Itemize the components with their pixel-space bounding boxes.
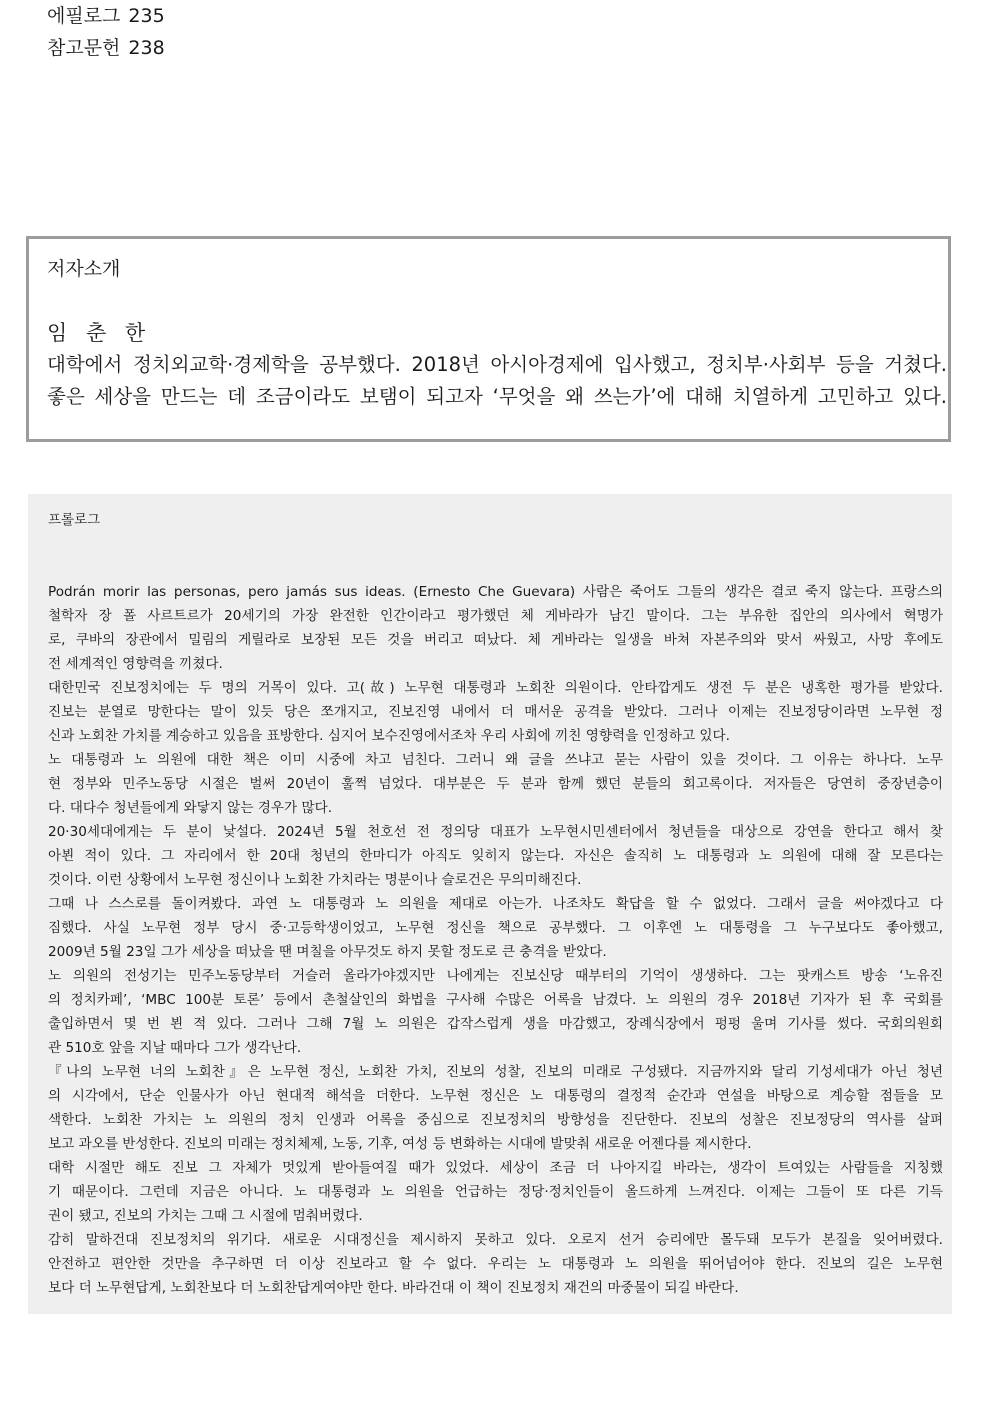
prologue-line: 관 510호 앞을 지날 때마다 그가 생각난다. [48, 1040, 302, 1056]
prologue-line: 기 때문이다. 그런데 지금은 아니다. 노 대통령과 노 의원을 언급하는 정당·정치인들이 올드하게 느껴진다. 이제는 그들이 또 다른 기득 [48, 1184, 943, 1200]
prologue-line: 노 의원의 전성기는 민주노동당부터 거슬러 올라가야겠지만 나에게는 진보신당 때부터의 기억이 생생하다. 그는 팟캐스트 방송 ‘노유진 [48, 968, 943, 984]
author-bio [47, 349, 947, 413]
prologue-line: 신과 노회찬 가치를 계승하고 있음을 표방한다. 심지어 보수진영에서조차 우리 사회에 끼친 영향력을 인정하고 있다. [48, 728, 730, 744]
prologue-line: 대학 시절만 해도 진보 그 자체가 멋있게 받아들여질 때가 있었다. 세상이 조금 더 나아지길 바라는, 생각이 트여있는 사람들을 지칭했 [48, 1160, 943, 1176]
prologue-line: 2009년 5월 23일 그가 세상을 떠났을 땐 며칠을 아무것도 하지 못할 정도로 큰 충격을 받았다. [48, 944, 607, 960]
prologue-title: 프롤로그 [48, 512, 101, 528]
prologue-section [28, 494, 952, 1314]
author-name: 임 춘 한 [47, 321, 152, 345]
prologue-line: 의 시각에서, 단순 인물사가 아닌 현대적 해석을 더한다. 노무현 정신은 노 대통령의 결정적 순간과 연설을 바탕으로 계승할 점들을 모 [48, 1088, 943, 1104]
prologue-line: 진보는 분열로 망한다는 말이 있듯 당은 쪼개지고, 진보진영 내에서 더 매서운 공격을 받았다. 그러나 이제는 진보정당이라면 노무현 정 [48, 704, 943, 720]
prologue-line: 철학자 장 폴 사르트르가 20세기의 가장 완전한 인간이라고 평가했던 체 게바라가 남긴 말이다. 그는 부유한 집안의 의사에서 혁명가 [48, 608, 943, 624]
prologue-line: 그때 나 스스로를 돌이켜봤다. 과연 노 대통령과 노 의원을 제대로 아는가. 나조차도 확답을 할 수 없었다. 그래서 글을 써야겠다고 다 [48, 896, 943, 912]
prologue-line: 보다 더 노무현답게, 노회찬보다 더 노회찬답게여야만 한다. 바라건대 이 책이 진보정치 재건의 마중물이 되길 바란다. [48, 1280, 739, 1296]
author-bio-line: 좋은 세상을 만드는 데 조금이라도 보탬이 되고자 ‘무엇을 왜 쓰는가’에 대해 치열하게 고민하고 있다. [47, 385, 947, 408]
table-of-contents [47, 0, 647, 64]
prologue-line: Podrán morir las personas, pero jamás sus ideas. (Ernesto Che Guevara) 사람은 죽어도 그들의 생각은 결코 죽지 않는다. 프랑스의 [48, 584, 943, 600]
prologue-line: 다. 대다수 청년들에게 와닿지 않는 경우가 많다. [48, 800, 333, 816]
prologue-line: 의 정치카페’, ‘MBC 100분 토론’ 등에서 촌철살인의 화법을 구사해 수많은 어록을 남겼다. 노 의원의 경우 2018년 기자가 된 후 국회를 [48, 992, 943, 1008]
prologue-line: 보고 과오를 반성한다. 진보의 미래는 정치체제, 노동, 기후, 여성 등 변화하는 시대에 발맞춰 새로운 어젠다를 제시한다. [48, 1136, 752, 1152]
prologue-line: 현 정부와 민주노동당 시절은 벌써 20년이 훌쩍 넘었다. 대부분은 두 분과 함께 했던 분들의 회고록이다. 저자들은 당연히 중장년층이 [48, 776, 943, 792]
prologue-line: 출입하면서 몇 번 뵌 적 있다. 그러나 그해 7월 노 의원은 갑작스럽게 생을 마감했고, 장례식장에서 펑펑 울며 기사를 썼다. 국회의원회 [48, 1016, 943, 1032]
toc-item-references[interactable] [47, 32, 647, 64]
toc-item-page: 235 [128, 5, 165, 27]
author-intro-box [26, 236, 951, 442]
prologue-line: 색한다. 노회찬 가치는 노 의원의 정치 인생과 어록을 중심으로 진보정치의 방향성을 진단한다. 진보의 성찰은 진보정당의 역사를 살펴 [48, 1112, 943, 1128]
prologue-line: 『나의 노무현 너의 노회찬』은 노무현 정신, 노회찬 가치, 진보의 성찰, 진보의 미래로 구성됐다. 지금까지와 달리 기성세대가 아닌 청년 [48, 1064, 943, 1080]
toc-item-title: 에필로그 [47, 5, 121, 27]
prologue-line: 로, 쿠바의 장관에서 밀림의 게릴라로 보장된 모든 것을 버리고 떠났다. 체 게바라는 일생을 바쳐 자본주의와 맞서 싸웠고, 사망 후에도 [48, 632, 943, 648]
prologue-line: 전 세계적인 영향력을 끼쳤다. [48, 656, 223, 672]
prologue-line: 아뵌 적이 있다. 그 자리에서 한 20대 청년의 한마디가 아직도 잊히지 않는다. 자신은 솔직히 노 대통령과 노 의원에 대해 잘 모른다는 [48, 848, 943, 864]
author-bio-line: 대학에서 정치외교학·경제학을 공부했다. 2018년 아시아경제에 입사했고, 정치부·사회부 등을 거쳤다. [47, 353, 947, 376]
author-intro-heading: 저자소개 [47, 258, 121, 280]
toc-item-title: 참고문헌 [47, 37, 121, 59]
prologue-body [48, 580, 943, 1300]
toc-item-page: 238 [128, 37, 165, 59]
toc-item-epilogue[interactable] [47, 0, 647, 32]
prologue-line: 노 대통령과 노 의원에 대한 책은 이미 시중에 차고 넘친다. 그러니 왜 글을 쓰냐고 묻는 사람이 있을 것이다. 그 이유는 하나다. 노무 [48, 752, 943, 768]
prologue-line: 것이다. 이런 상황에서 노무현 정신이나 노회찬 가치라는 명분이나 슬로건은 무의미해진다. [48, 872, 582, 888]
prologue-line: 감히 말하건대 진보정치의 위기다. 새로운 시대정신을 제시하지 못하고 있다. 오로지 선거 승리에만 몰두돼 모두가 본질을 잊어버렸다. [48, 1232, 943, 1248]
prologue-line: 짐했다. 사실 노무현 정부 당시 중·고등학생이었고, 노무현 정신을 책으로 공부했다. 그 이후엔 노 대통령을 그 누구보다도 좋아했고, [48, 920, 943, 936]
prologue-line: 권이 됐고, 진보의 가치는 그때 그 시절에 멈춰버렸다. [48, 1208, 363, 1224]
prologue-line: 20·30세대에게는 두 분이 낯설다. 2024년 5월 천호선 전 정의당 대표가 노무현시민센터에서 청년들을 대상으로 강연을 한다고 해서 찾 [48, 824, 943, 840]
prologue-line: 대한민국 진보정치에는 두 명의 거목이 있다. 고(故) 노무현 대통령과 노회찬 의원이다. 안타깝게도 생전 두 분은 냉혹한 평가를 받았다. [48, 680, 943, 696]
prologue-line: 안전하고 편안한 것만을 추구하면 더 이상 진보라고 할 수 없다. 우리는 노 대통령과 노 의원을 뛰어넘어야 한다. 진보의 길은 노무현 [48, 1256, 943, 1272]
